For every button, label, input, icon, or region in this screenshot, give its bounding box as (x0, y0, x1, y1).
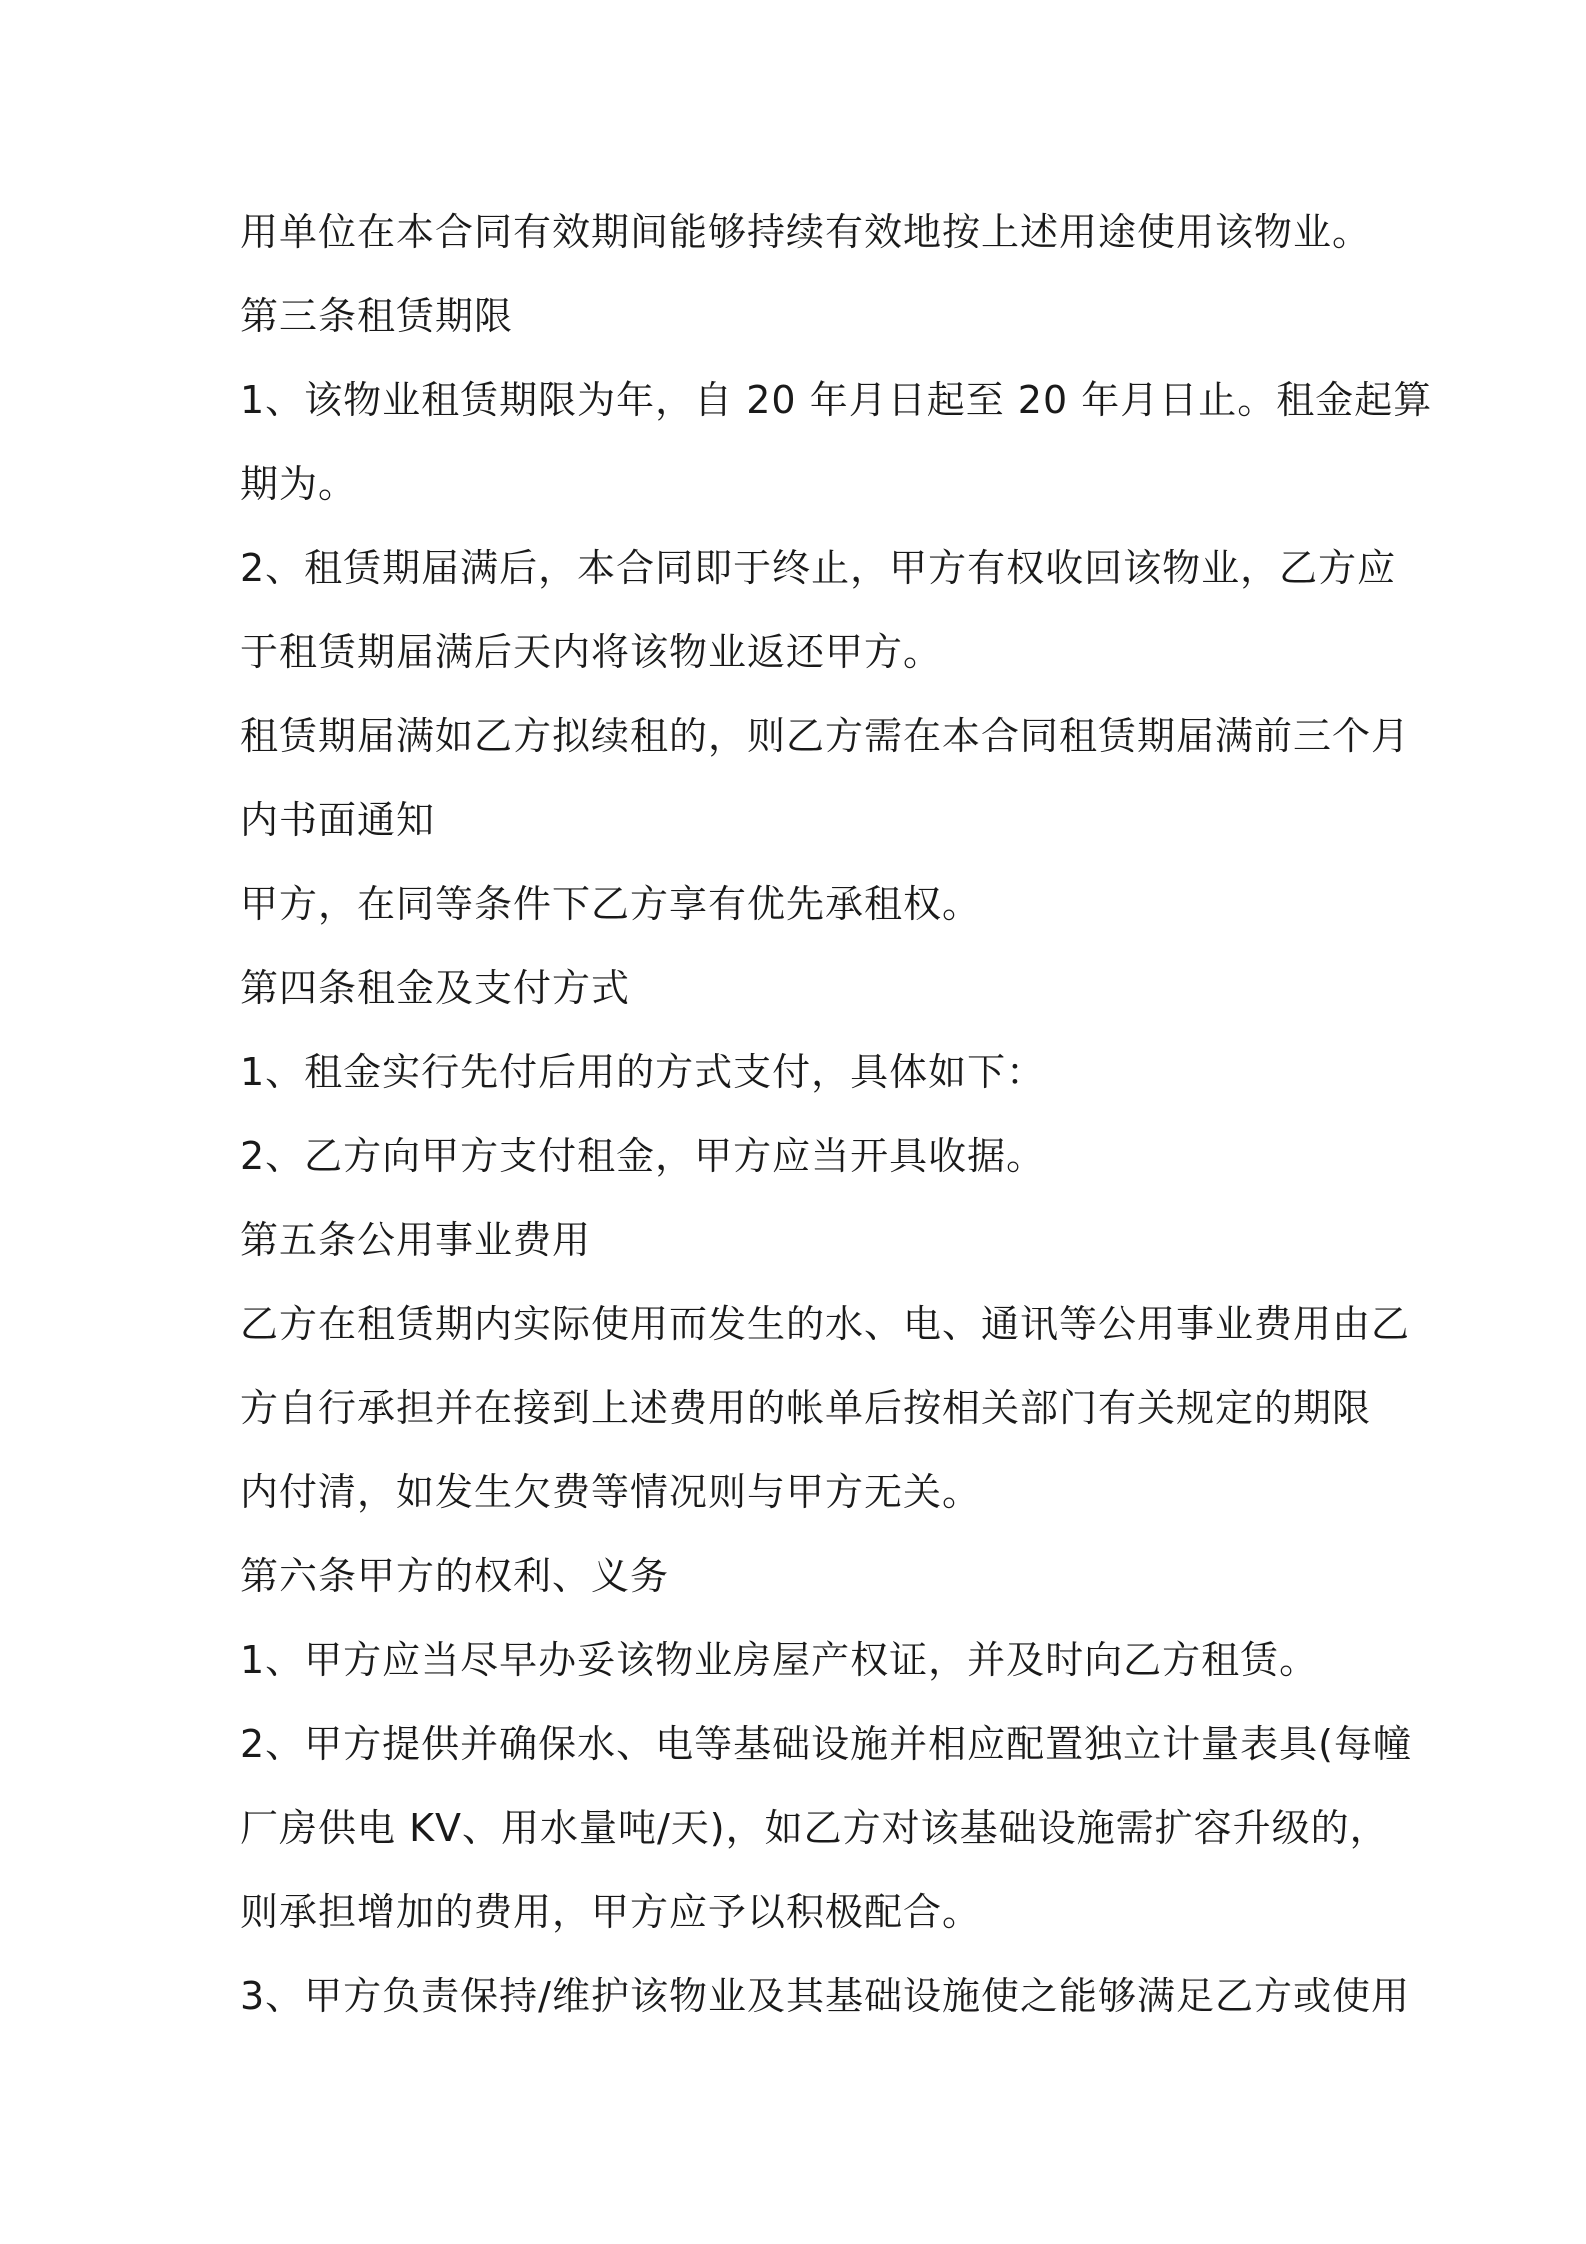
text-line: 厂房供电 KV、用水量吨/天)，如乙方对该基础设施需扩容升级的， (240, 1806, 1389, 1850)
text-line: 租赁期届满如乙方拟续租的，则乙方需在本合同租赁期届满前三个月 (240, 714, 1411, 758)
text-line: 则承担增加的费用，甲方应予以积极配合。 (240, 1890, 982, 1934)
text-line: 1、该物业租赁期限为年，自 20 年月日起至 20 年月日止。租金起算 (240, 378, 1433, 422)
text-line: 方自行承担并在接到上述费用的帐单后按相关部门有关规定的期限 (240, 1386, 1372, 1430)
text-line: 甲方，在同等条件下乙方享有优先承租权。 (240, 882, 982, 926)
section-heading: 第三条租赁期限 (240, 294, 514, 338)
section-heading: 第四条租金及支付方式 (240, 966, 631, 1010)
text-line: 用单位在本合同有效期间能够持续有效地按上述用途使用该物业。 (240, 210, 1372, 254)
text-line: 内付清，如发生欠费等情况则与甲方无关。 (240, 1470, 982, 1514)
text-line: 内书面通知 (240, 798, 436, 842)
text-line: 于租赁期届满后天内将该物业返还甲方。 (240, 630, 943, 674)
text-line: 期为。 (240, 462, 358, 506)
section-heading: 第五条公用事业费用 (240, 1218, 592, 1262)
text-line: 1、甲方应当尽早办妥该物业房屋产权证，并及时向乙方租赁。 (240, 1638, 1319, 1682)
document-body (240, 190, 1433, 2038)
text-line: 1、租金实行先付后用的方式支付，具体如下： (240, 1050, 1046, 1094)
text-line: 2、租赁期届满后，本合同即于终止，甲方有权收回该物业，乙方应 (240, 546, 1397, 590)
text-line: 3、甲方负责保持/维护该物业及其基础设施使之能够满足乙方或使用 (240, 1974, 1410, 2018)
text-line: 2、甲方提供并确保水、电等基础设施并相应配置独立计量表具(每幢 (240, 1722, 1413, 1766)
text-line: 2、乙方向甲方支付租金，甲方应当开具收据。 (240, 1134, 1046, 1178)
section-heading: 第六条甲方的权利、义务 (240, 1554, 670, 1598)
text-line: 乙方在租赁期内实际使用而发生的水、电、通讯等公用事业费用由乙 (240, 1302, 1411, 1346)
